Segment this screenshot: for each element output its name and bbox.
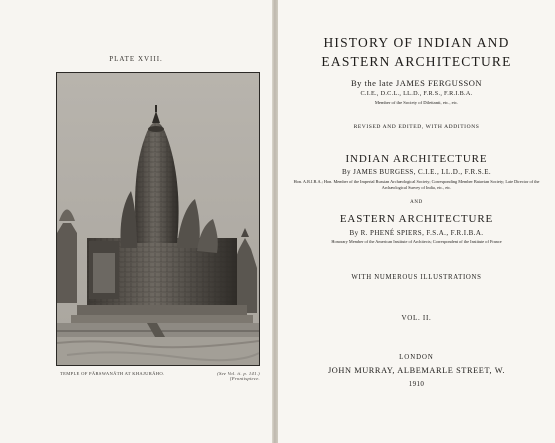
illustrations-note: WITH NUMEROUS ILLUSTRATIONS	[351, 274, 482, 281]
section-indian-title: INDIAN ARCHITECTURE	[345, 153, 488, 165]
caption-title: TEMPLE OF PĀRSWANĀTH AT KHAJURĀHO.	[60, 371, 165, 376]
plate-caption	[60, 371, 260, 381]
title-page	[278, 0, 555, 443]
publisher-name: JOHN MURRAY, ALBEMARLE STREET, W.	[327, 366, 506, 375]
section-eastern-credentials: Honorary Member of the American Institute of Architects; Correspondent of the Institute of France	[331, 239, 502, 244]
revised-note: REVISED AND EDITED, WITH ADDITIONS	[353, 124, 480, 130]
caption-reference: (See Vol. ii. p. 141.)	[217, 371, 260, 376]
plate-label: PLATE XVIII.	[109, 55, 163, 63]
section-eastern-title: EASTERN ARCHITECTURE	[339, 213, 494, 225]
temple-photograph	[56, 72, 260, 366]
section-eastern-byline: By R. PHENÉ SPIERS, F.S.A., F.R.I.B.A.	[349, 229, 484, 237]
and-separator: AND	[410, 200, 423, 205]
publication-year: 1910	[408, 380, 425, 388]
volume-number: VOL. II.	[401, 314, 432, 322]
title-line-1: HISTORY OF INDIAN AND	[323, 35, 510, 50]
author-society: Member of the Society of Dilettanti, etc., etc.	[374, 100, 459, 105]
section-indian-credentials: Hon. A.R.I.B.A.; Hon. Member of the Imperial Russian Archæological Society; Corresponding Member Batavian Society; Late Director of the Archæological Survey of India, etc., etc.	[293, 179, 540, 190]
left-page	[0, 0, 272, 443]
author-byline: By the late JAMES FERGUSSON	[350, 78, 483, 88]
title-line-2: EASTERN ARCHITECTURE	[321, 54, 512, 69]
caption-frontispiece: [Frontispiece.	[229, 376, 260, 381]
section-indian-byline: By JAMES BURGESS, C.I.E., LL.D., F.R.S.E.	[341, 168, 492, 176]
publisher-city: LONDON	[399, 354, 434, 361]
author-degrees: C.I.E., D.C.L., LL.D., F.R.S., F.R.I.B.A.	[360, 90, 473, 97]
temple-illustration	[57, 73, 259, 365]
